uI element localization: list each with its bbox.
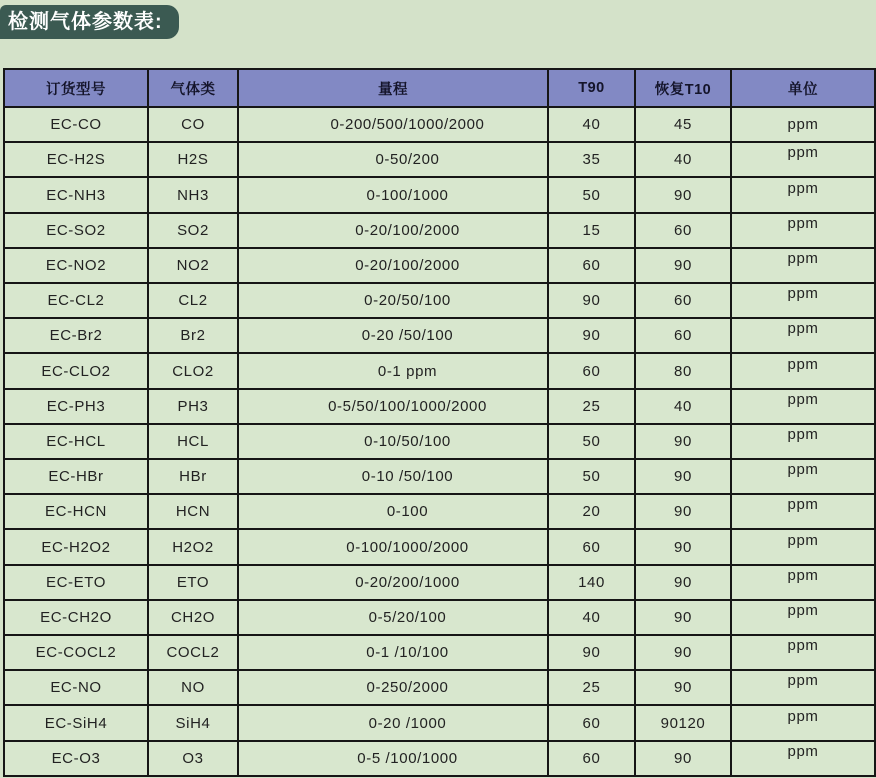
table-body	[4, 107, 875, 776]
cell-range: 0-20/100/2000	[238, 248, 548, 283]
gas-parameters-table	[3, 68, 876, 777]
table-row	[4, 635, 875, 670]
cell-gas-type: CH2O	[148, 600, 238, 635]
cell-t90: 25	[548, 389, 635, 424]
cell-order-model: EC-ETO	[4, 565, 148, 600]
unit-text: ppm	[787, 742, 819, 760]
cell-order-model: EC-Br2	[4, 318, 148, 353]
table-row	[4, 565, 875, 600]
cell-gas-type: H2S	[148, 142, 238, 177]
cell-gas-type: SO2	[148, 213, 238, 248]
cell-gas-type: CLO2	[148, 353, 238, 388]
unit-text: ppm	[787, 707, 819, 725]
unit-text: ppm	[787, 672, 819, 690]
cell-range: 0-10/50/100	[238, 424, 548, 459]
cell-t90: 15	[548, 213, 635, 248]
cell-gas-type: ETO	[148, 565, 238, 600]
cell-order-model: EC-CO	[4, 107, 148, 142]
cell-gas-type: Br2	[148, 318, 238, 353]
cell-unit: ppm	[731, 107, 875, 142]
cell-order-model: EC-NO2	[4, 248, 148, 283]
cell-unit	[731, 318, 875, 353]
cell-gas-type: HCL	[148, 424, 238, 459]
unit-text: ppm	[787, 496, 819, 514]
cell-range: 0-1 ppm	[238, 353, 548, 388]
cell-unit	[731, 459, 875, 494]
table-header	[4, 69, 875, 107]
table-row	[4, 177, 875, 212]
cell-gas-type: SiH4	[148, 705, 238, 740]
unit-text: ppm	[787, 566, 819, 584]
cell-t90: 20	[548, 494, 635, 529]
cell-t90: 50	[548, 177, 635, 212]
cell-unit	[731, 213, 875, 248]
cell-recovery-t10: 90	[635, 600, 731, 635]
cell-recovery-t10: 90	[635, 529, 731, 564]
cell-t90: 50	[548, 424, 635, 459]
cell-t90: 60	[548, 248, 635, 283]
table-row	[4, 107, 875, 142]
cell-unit	[731, 741, 875, 776]
cell-range: 0-250/2000	[238, 670, 548, 705]
cell-gas-type: HCN	[148, 494, 238, 529]
table-row	[4, 529, 875, 564]
cell-range: 0-10 /50/100	[238, 459, 548, 494]
header-recovery-t10: 恢复T10	[635, 69, 731, 107]
cell-range: 0-20/100/2000	[238, 213, 548, 248]
cell-order-model: EC-SO2	[4, 213, 148, 248]
table-row	[4, 248, 875, 283]
header-gas-type: 气体类	[148, 69, 238, 107]
cell-range: 0-5/20/100	[238, 600, 548, 635]
cell-recovery-t10: 60	[635, 283, 731, 318]
cell-gas-type: COCL2	[148, 635, 238, 670]
cell-gas-type: PH3	[148, 389, 238, 424]
unit-text: ppm	[787, 214, 819, 232]
cell-order-model: EC-NO	[4, 670, 148, 705]
cell-order-model: EC-SiH4	[4, 705, 148, 740]
table-row	[4, 389, 875, 424]
cell-gas-type: CO	[148, 107, 238, 142]
cell-recovery-t10: 90120	[635, 705, 731, 740]
table-row	[4, 670, 875, 705]
cell-range: 0-5/50/100/1000/2000	[238, 389, 548, 424]
cell-gas-type: H2O2	[148, 529, 238, 564]
cell-unit	[731, 353, 875, 388]
cell-order-model: EC-CH2O	[4, 600, 148, 635]
cell-order-model: EC-H2O2	[4, 529, 148, 564]
unit-text: ppm	[787, 144, 819, 162]
cell-gas-type: NH3	[148, 177, 238, 212]
cell-t90: 25	[548, 670, 635, 705]
unit-text: ppm	[787, 320, 819, 338]
table-row	[4, 494, 875, 529]
unit-text: ppm	[787, 179, 819, 197]
unit-text: ppm	[787, 531, 819, 549]
table-row	[4, 741, 875, 776]
cell-range: 0-100/1000/2000	[238, 529, 548, 564]
cell-unit	[731, 670, 875, 705]
cell-range: 0-100	[238, 494, 548, 529]
cell-recovery-t10: 90	[635, 741, 731, 776]
cell-range: 0-20/200/1000	[238, 565, 548, 600]
cell-recovery-t10: 60	[635, 318, 731, 353]
unit-text: ppm	[787, 637, 819, 655]
table-row	[4, 600, 875, 635]
cell-recovery-t10: 90	[635, 635, 731, 670]
unit-text: ppm	[787, 461, 819, 479]
table-row	[4, 142, 875, 177]
header-order-model: 订货型号	[4, 69, 148, 107]
cell-range: 0-20 /50/100	[238, 318, 548, 353]
cell-t90: 35	[548, 142, 635, 177]
cell-range: 0-200/500/1000/2000	[238, 107, 548, 142]
table-header-row	[4, 69, 875, 107]
cell-gas-type: O3	[148, 741, 238, 776]
cell-recovery-t10: 90	[635, 424, 731, 459]
cell-recovery-t10: 45	[635, 107, 731, 142]
cell-t90: 40	[548, 600, 635, 635]
unit-text: ppm	[787, 390, 819, 408]
cell-order-model: EC-NH3	[4, 177, 148, 212]
cell-recovery-t10: 40	[635, 142, 731, 177]
cell-range: 0-50/200	[238, 142, 548, 177]
cell-unit	[731, 177, 875, 212]
header-range: 量程	[238, 69, 548, 107]
cell-order-model: EC-HCN	[4, 494, 148, 529]
unit-text: ppm	[787, 601, 819, 619]
cell-order-model: EC-HBr	[4, 459, 148, 494]
cell-recovery-t10: 90	[635, 670, 731, 705]
cell-unit	[731, 635, 875, 670]
cell-t90: 90	[548, 635, 635, 670]
cell-recovery-t10: 90	[635, 494, 731, 529]
cell-unit	[731, 600, 875, 635]
header-t90: T90	[548, 69, 635, 107]
cell-unit	[731, 424, 875, 459]
cell-t90: 40	[548, 107, 635, 142]
cell-range: 0-100/1000	[238, 177, 548, 212]
cell-recovery-t10: 60	[635, 213, 731, 248]
unit-text: ppm	[787, 285, 819, 303]
cell-unit	[731, 529, 875, 564]
cell-gas-type: CL2	[148, 283, 238, 318]
table-row	[4, 213, 875, 248]
table-row	[4, 459, 875, 494]
unit-text: ppm	[787, 355, 819, 373]
cell-order-model: EC-CL2	[4, 283, 148, 318]
cell-range: 0-5 /100/1000	[238, 741, 548, 776]
table-row	[4, 705, 875, 740]
cell-order-model: EC-O3	[4, 741, 148, 776]
cell-unit	[731, 142, 875, 177]
cell-order-model: EC-PH3	[4, 389, 148, 424]
cell-recovery-t10: 40	[635, 389, 731, 424]
cell-t90: 140	[548, 565, 635, 600]
cell-t90: 60	[548, 741, 635, 776]
cell-t90: 90	[548, 318, 635, 353]
cell-t90: 60	[548, 353, 635, 388]
cell-unit	[731, 283, 875, 318]
cell-t90: 60	[548, 529, 635, 564]
cell-t90: 60	[548, 705, 635, 740]
cell-range: 0-1 /10/100	[238, 635, 548, 670]
table-row	[4, 424, 875, 459]
cell-gas-type: NO	[148, 670, 238, 705]
cell-recovery-t10: 90	[635, 565, 731, 600]
cell-unit	[731, 494, 875, 529]
table-row	[4, 283, 875, 318]
cell-unit	[731, 248, 875, 283]
cell-range: 0-20 /1000	[238, 705, 548, 740]
cell-unit	[731, 565, 875, 600]
cell-unit	[731, 389, 875, 424]
table-row	[4, 353, 875, 388]
cell-gas-type: NO2	[148, 248, 238, 283]
unit-text: ppm	[787, 425, 819, 443]
cell-recovery-t10: 80	[635, 353, 731, 388]
cell-order-model: EC-H2S	[4, 142, 148, 177]
header-unit: 单位	[731, 69, 875, 107]
cell-range: 0-20/50/100	[238, 283, 548, 318]
cell-recovery-t10: 90	[635, 248, 731, 283]
cell-t90: 50	[548, 459, 635, 494]
table-row	[4, 318, 875, 353]
cell-unit	[731, 705, 875, 740]
cell-gas-type: HBr	[148, 459, 238, 494]
cell-order-model: EC-HCL	[4, 424, 148, 459]
page-title: 检测气体参数表:	[0, 5, 179, 39]
cell-recovery-t10: 90	[635, 459, 731, 494]
cell-order-model: EC-CLO2	[4, 353, 148, 388]
cell-t90: 90	[548, 283, 635, 318]
cell-order-model: EC-COCL2	[4, 635, 148, 670]
unit-text: ppm	[787, 249, 819, 267]
cell-recovery-t10: 90	[635, 177, 731, 212]
